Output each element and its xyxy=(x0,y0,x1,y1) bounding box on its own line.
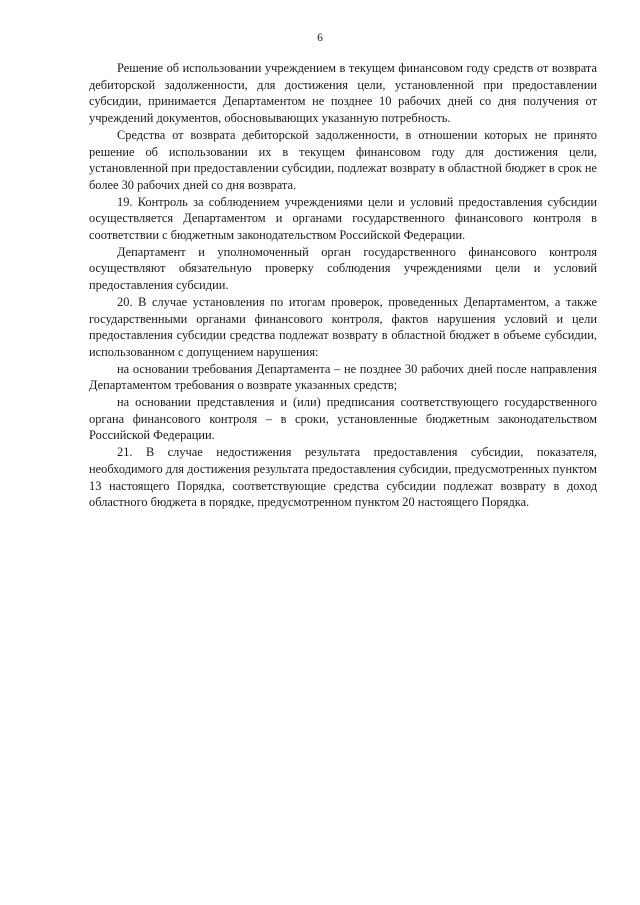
paragraph-mandatory-inspection: Департамент и уполномоченный орган государственного финансового контроля осуществляют обязательную проверку соблюдения учреждениями цели и условий предоставления субсидии. xyxy=(89,244,597,293)
page-number: 6 xyxy=(317,32,323,44)
paragraph-receivables-decision: Решение об использовании учреждением в текущем финансовом году средств от возврата дебиторской задолженности, для достижения цели, установленной при предоставлении субсидии, принимается Департаментом не позднее 10 рабочих дней со дня получения от учреждений документов, обосновывающих указанную потребность. xyxy=(89,61,597,126)
paragraph-clause-19: 19. Контроль за соблюдением учреждениями цели и условий предоставления субсидии осуществляется Департаментом и органами государственного финансового контроля в соответствии с бюджетным законодательством Российской Федерации. xyxy=(89,194,597,243)
document-body xyxy=(89,60,597,511)
paragraph-receivables-return: Средства от возврата дебиторской задолженности, в отношении которых не принято решение об использовании их в текущем финансовом году для достижения цели, установленной при предоставлении субсидии, подлежат возврату в областной бюджет в срок не более 30 рабочих дней со дня возврата. xyxy=(89,127,597,192)
paragraph-clause-21: 21. В случае недостижения результата предоставления субсидии, показателя, необходимого для достижения результата предоставления субсидии, предусмотренных пунктом 13 настоящего Порядка, соответствующие средства субсидии подлежат возврату в доход областного бюджета в порядке, предусмотренном пунктом 20 настоящего Порядка. xyxy=(89,445,597,510)
paragraph-department-requirement: на основании требования Департамента – не позднее 30 рабочих дней после направления Департаментом требования о возврате указанных средств; xyxy=(89,361,597,393)
paragraph-control-body-order: на основании представления и (или) предписания соответствующего государственного органа финансового контроля – в сроки, установленные бюджетным законодательством Российской Федерации. xyxy=(89,395,597,443)
paragraph-clause-20: 20. В случае установления по итогам проверок, проведенных Департаментом, а также государственными органами финансового контроля, фактов нарушения условий и цели предоставления субсидии средства подлежат возврату в областной бюджет в объеме субсидии, использованном с допущением нарушения: xyxy=(89,294,597,359)
